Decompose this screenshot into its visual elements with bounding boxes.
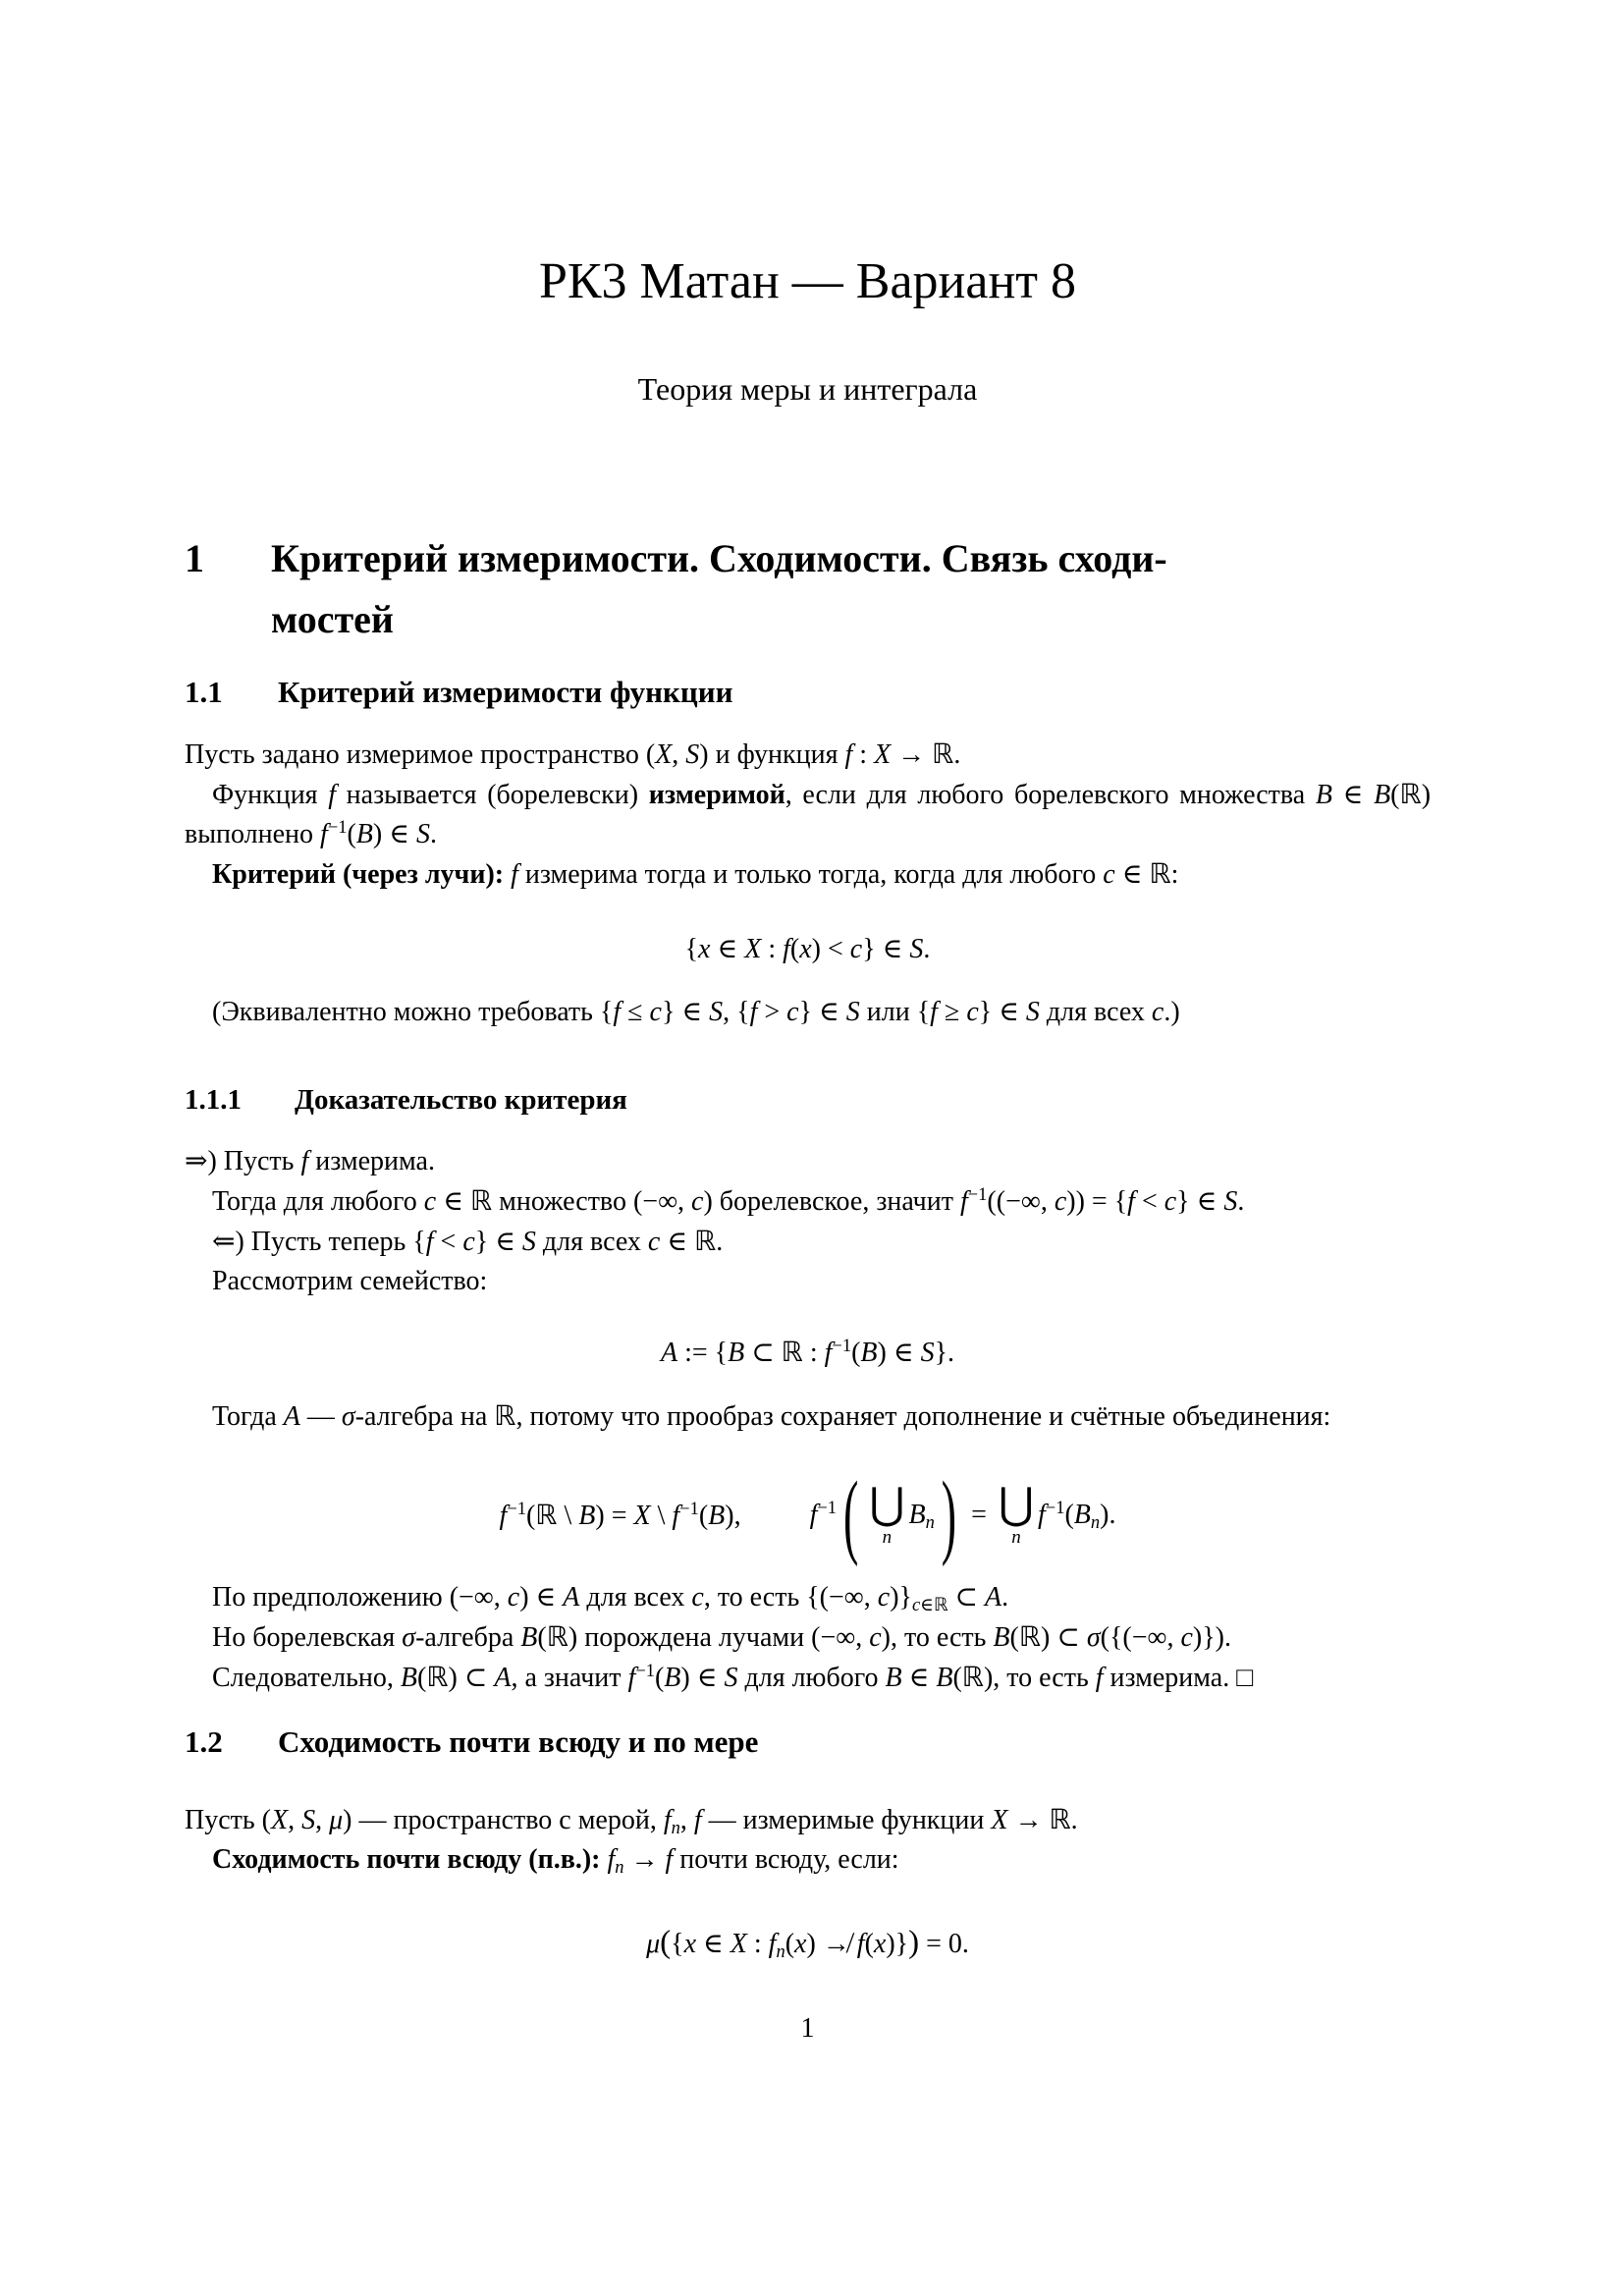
text-run: c xyxy=(649,997,662,1027)
text-run: { xyxy=(684,934,699,964)
text-run: ∈ xyxy=(1331,780,1375,810)
text-run: f xyxy=(1038,1500,1046,1530)
section-1-title xyxy=(271,528,1167,650)
text-run: } ∈ xyxy=(862,934,910,964)
text-run: ({(−∞, xyxy=(1100,1622,1181,1653)
text-run: −1 xyxy=(507,1498,526,1518)
text-run: , { xyxy=(723,997,750,1027)
text-run: )}). xyxy=(1192,1622,1231,1653)
paragraph-borel-measurable-def xyxy=(185,775,1438,854)
text-run: ≤ xyxy=(621,997,650,1027)
section-1-2-number: 1.2 xyxy=(185,1724,223,1759)
text-run: ∈ xyxy=(696,1929,730,1959)
text-run: x xyxy=(683,1929,697,1959)
text-run: X xyxy=(730,1929,747,1959)
text-run: ((−∞, xyxy=(987,1186,1055,1217)
text-run: μ xyxy=(646,1929,661,1959)
text-run: ( xyxy=(660,1925,672,1960)
text-run: c xyxy=(1163,1186,1177,1217)
union-icon: ⋃ xyxy=(998,1478,1035,1529)
text-run: c xyxy=(647,1227,661,1257)
text-run: ℝ xyxy=(469,1184,493,1217)
text-run: . xyxy=(1001,1582,1009,1613)
text-run: ( xyxy=(851,1338,861,1368)
text-run: ) ∈ xyxy=(877,1338,921,1368)
text-run: ) ∈ xyxy=(680,1663,725,1693)
text-run: } ∈ xyxy=(978,997,1026,1027)
text-run: c xyxy=(911,1595,921,1615)
text-run: ⊂ xyxy=(947,1582,985,1613)
equation-complement-part xyxy=(500,1496,741,1536)
text-run: ℝ xyxy=(781,1336,803,1368)
text-run: S xyxy=(685,739,700,770)
text-run: — измеримые функции xyxy=(701,1805,992,1835)
text-run: B xyxy=(1315,780,1332,810)
f-inverse-symbol xyxy=(810,1496,837,1535)
text-run: ℝ xyxy=(494,1399,516,1432)
text-run: ℝ xyxy=(1149,857,1171,890)
text-run: −1 xyxy=(635,1660,655,1680)
equals-sign: = xyxy=(971,1500,987,1530)
text-run: n xyxy=(776,1941,785,1962)
text-run: : xyxy=(802,1338,825,1368)
text-run: } ∈ xyxy=(661,997,710,1027)
text-run: −1 xyxy=(1045,1497,1065,1517)
text-run: μ xyxy=(329,1805,344,1835)
text-run: B xyxy=(728,1338,745,1368)
text-run: ( xyxy=(864,1929,874,1959)
text-run: )} xyxy=(890,1582,912,1613)
text-run: ⊂ xyxy=(744,1338,782,1368)
text-run: )} xyxy=(886,1929,909,1959)
text-run: множество (−∞, xyxy=(492,1186,692,1217)
text-run: A xyxy=(283,1401,300,1432)
text-run: ℝ xyxy=(1399,778,1422,810)
text-run: } ∈ xyxy=(1176,1186,1224,1217)
text-run: Но борелевская xyxy=(212,1622,403,1653)
text-run: S xyxy=(521,1227,536,1257)
paragraph-conclusion xyxy=(185,1658,1431,1698)
section-1-number: 1 xyxy=(185,536,204,580)
text-run: f xyxy=(783,934,790,964)
text-run: f xyxy=(1127,1186,1135,1217)
text-run: c xyxy=(966,997,979,1027)
text-run: ( xyxy=(347,819,356,849)
text-run: X xyxy=(655,739,673,770)
text-run: S xyxy=(920,1338,935,1368)
text-run: ℝ xyxy=(1018,1620,1042,1653)
text-run: \ xyxy=(650,1500,673,1531)
text-run: n xyxy=(925,1512,935,1533)
paragraph-assumption-rays xyxy=(185,1578,1431,1617)
text-run: x xyxy=(873,1929,887,1959)
text-run: f xyxy=(768,1929,777,1959)
text-run: ) < xyxy=(811,934,850,964)
paragraph-borel-generated xyxy=(185,1617,1431,1658)
union-term-bn xyxy=(908,1496,934,1535)
document-subtitle: Теория меры и интеграла xyxy=(637,371,978,407)
text-run: измерима. xyxy=(308,1146,435,1176)
text-run: x xyxy=(794,1929,807,1959)
paragraph-consider-family xyxy=(185,1262,1431,1301)
section-1-1-1-title: Доказательство критерия xyxy=(295,1084,627,1116)
text-run: ), то есть xyxy=(983,1663,1096,1693)
text-run: Пусть ( xyxy=(185,1805,271,1835)
text-run: . xyxy=(1070,1805,1078,1835)
text-run: S xyxy=(845,997,860,1027)
text-run: . xyxy=(923,934,931,964)
text-run: f xyxy=(665,1844,674,1875)
big-left-paren: ( xyxy=(843,1461,859,1567)
text-run: B xyxy=(885,1663,902,1693)
text-run: S xyxy=(301,1805,316,1835)
equation-ae-convergence xyxy=(185,1923,1431,1964)
text-run: f xyxy=(749,997,758,1027)
text-run: измерима. □ xyxy=(1103,1663,1254,1693)
text-run: A xyxy=(660,1338,678,1368)
text-run: ∈ xyxy=(660,1227,695,1257)
paragraph-proof-forward xyxy=(185,1142,1431,1181)
text-run: . xyxy=(1237,1186,1245,1217)
text-run: X xyxy=(991,1805,1008,1835)
union-operator-inner xyxy=(869,1478,905,1549)
text-run: := { xyxy=(677,1338,729,1368)
text-run: f xyxy=(300,1146,309,1176)
text-run: Сходимость почти всюду (п.в.): xyxy=(212,1844,608,1875)
text-run: ℝ xyxy=(535,1498,558,1531)
text-run: S xyxy=(1025,997,1040,1027)
text-run: n xyxy=(615,1857,624,1878)
text-run: ), xyxy=(725,1500,741,1531)
text-run: ( xyxy=(1390,780,1400,810)
text-run: ℝ xyxy=(694,1225,717,1257)
text-run: → xyxy=(1007,1805,1050,1835)
text-run: B xyxy=(355,819,373,849)
text-run: ( xyxy=(952,1663,962,1693)
big-right-paren: ) xyxy=(941,1461,957,1567)
section-1-1-1-number: 1.1.1 xyxy=(185,1084,242,1116)
union-preimage-tail xyxy=(1038,1496,1115,1535)
text-run: S xyxy=(415,819,430,849)
text-run: ). xyxy=(1100,1500,1116,1530)
text-run: f xyxy=(320,819,328,849)
text-run: , xyxy=(672,739,686,770)
text-run: ℝ xyxy=(426,1661,449,1693)
text-run: S xyxy=(1223,1186,1238,1217)
text-run: ) борелевское, значит xyxy=(703,1186,960,1217)
text-run: ∈ xyxy=(920,1595,934,1615)
text-run: : xyxy=(852,739,875,770)
text-run: -алгебра на xyxy=(354,1401,495,1432)
text-run: Рассмотрим семейство: xyxy=(212,1266,488,1296)
text-run: измеримой xyxy=(648,780,785,810)
text-run: f xyxy=(844,739,853,770)
equation-preimage-properties xyxy=(185,1456,1431,1574)
text-run: ∈ xyxy=(1114,859,1150,890)
text-run: f xyxy=(1095,1663,1104,1693)
text-run: ( xyxy=(417,1663,427,1693)
text-run: σ xyxy=(1086,1622,1101,1653)
text-run: ) ⊂ xyxy=(1041,1622,1087,1653)
text-run: c xyxy=(786,997,799,1027)
paragraph-measurable-space xyxy=(185,735,1431,775)
text-run: −1 xyxy=(832,1335,852,1355)
text-run: < xyxy=(433,1227,463,1257)
text-run: n xyxy=(671,1818,680,1838)
text-run: , xyxy=(315,1805,330,1835)
union-index: n xyxy=(882,1527,893,1549)
text-run: называется (борелевски) xyxy=(336,780,649,810)
text-run: x xyxy=(799,934,812,964)
union-icon: ⋃ xyxy=(869,1478,905,1529)
paragraph-ray-criterion xyxy=(185,854,1431,895)
text-run: Пусть задано измеримое пространство ( xyxy=(185,739,656,770)
text-run: B xyxy=(860,1338,878,1368)
text-run: Следовательно, xyxy=(212,1663,401,1693)
text-run: = 0. xyxy=(919,1929,969,1959)
text-run: ℝ xyxy=(546,1620,568,1653)
text-run: B xyxy=(664,1663,681,1693)
text-run: c xyxy=(877,1582,891,1613)
text-run: ) порождена лучами (−∞, xyxy=(568,1622,870,1653)
text-run: . xyxy=(716,1227,724,1257)
text-run: ℝ xyxy=(1049,1803,1071,1835)
text-run: ( xyxy=(1064,1500,1074,1530)
text-run: ), то есть xyxy=(881,1622,994,1653)
paragraph-ae-convergence xyxy=(185,1840,1431,1880)
section-1-1-title: Критерий измеримости функции xyxy=(278,675,733,709)
section-1-2-title: Сходимость почти всюду и по мере xyxy=(278,1724,759,1759)
text-run: f xyxy=(511,859,518,890)
text-run: Тогда xyxy=(212,1401,284,1432)
section-1-title-line1: Критерий измеримости. Сходимости. Связь сходи- xyxy=(271,536,1167,580)
paragraph-measure-space xyxy=(185,1800,1431,1840)
text-run: ( xyxy=(654,1663,665,1693)
text-run: > xyxy=(757,997,787,1027)
text-run: , то есть {(−∞, xyxy=(703,1582,878,1613)
text-run: f xyxy=(663,1805,672,1835)
text-run: для всех xyxy=(1039,997,1152,1027)
paragraph-proof-forward-detail xyxy=(185,1181,1431,1222)
text-run: −1 xyxy=(967,1183,988,1204)
text-run: : xyxy=(1170,859,1179,890)
text-run: ) = xyxy=(595,1500,634,1531)
text-run: почти всюду, если: xyxy=(673,1844,899,1875)
text-run: → xyxy=(623,1844,666,1875)
paragraph-equivalent-forms xyxy=(185,993,1431,1032)
text-run: , а значит xyxy=(511,1663,628,1693)
document-title: РК3 Матан — Вариант 8 xyxy=(538,253,1077,309)
text-run: : xyxy=(746,1929,769,1959)
text-run: } ∈ xyxy=(474,1227,522,1257)
text-run: f xyxy=(425,1227,434,1257)
text-run: A xyxy=(563,1582,580,1613)
text-run: ( xyxy=(537,1622,547,1653)
text-run: c xyxy=(462,1227,475,1257)
text-run: ⇐) Пусть теперь { xyxy=(212,1227,426,1257)
text-run: } ∈ xyxy=(798,997,846,1027)
equation-family-definition xyxy=(185,1333,1431,1373)
text-run: c xyxy=(869,1622,882,1653)
text-run: Критерий (через лучи): xyxy=(212,859,512,890)
text-run: X xyxy=(633,1500,651,1531)
text-run: c xyxy=(423,1186,437,1217)
text-run: X xyxy=(744,934,762,964)
text-run: c xyxy=(691,1186,704,1217)
text-run: )) = { xyxy=(1066,1186,1128,1217)
text-run: ≥ xyxy=(937,997,967,1027)
text-run: ) xyxy=(908,1925,920,1960)
text-run: B xyxy=(578,1500,596,1531)
text-run: ) — пространство с мерой, xyxy=(343,1805,664,1835)
text-run: ( xyxy=(784,1929,795,1959)
text-run: ∈ xyxy=(901,1663,937,1693)
text-run: B xyxy=(1073,1500,1091,1530)
page-number: 1 xyxy=(800,2013,815,2044)
text-run: — xyxy=(299,1401,342,1432)
text-run: f xyxy=(693,1805,702,1835)
text-run: Тогда для любого xyxy=(212,1186,424,1217)
text-run: f xyxy=(499,1500,508,1531)
text-run: X xyxy=(270,1805,289,1835)
text-run: −1 xyxy=(817,1497,838,1517)
text-run: −1 xyxy=(327,816,348,837)
text-run: S xyxy=(909,934,924,964)
text-run: \ xyxy=(557,1500,579,1531)
text-run: ⇒) Пусть xyxy=(185,1146,301,1176)
text-run: c xyxy=(1054,1186,1067,1217)
text-run: → xyxy=(891,739,933,770)
text-run: . xyxy=(953,739,961,770)
text-run: ) ∈ xyxy=(519,1582,564,1613)
text-run: , xyxy=(679,1805,694,1835)
section-1-1-heading xyxy=(185,674,1431,711)
text-run: B xyxy=(936,1663,953,1693)
equation-sublevel-set xyxy=(185,930,1431,969)
text-run: ( xyxy=(789,934,800,964)
text-run: c xyxy=(1103,859,1115,890)
text-run: c xyxy=(507,1582,520,1613)
text-run: B xyxy=(993,1622,1010,1653)
union-operator-outer xyxy=(998,1478,1035,1549)
text-run: B xyxy=(908,1500,926,1530)
section-1-heading xyxy=(185,528,1431,650)
text-run: Функция xyxy=(212,780,329,810)
text-run: f xyxy=(328,780,337,810)
text-run: A xyxy=(494,1663,512,1693)
text-run: B xyxy=(520,1622,538,1653)
text-run: ℝ xyxy=(932,738,954,770)
text-run: .) xyxy=(1163,997,1180,1027)
text-run: -алгебра xyxy=(415,1622,521,1653)
text-run: x xyxy=(698,934,711,964)
text-run: }. xyxy=(934,1338,955,1368)
section-1-1-number: 1.1 xyxy=(185,675,223,709)
text-run: S xyxy=(724,1663,738,1693)
text-run: . xyxy=(429,819,437,849)
text-run: X xyxy=(874,739,892,770)
text-run: c xyxy=(691,1582,704,1613)
paragraph-proof-backward xyxy=(185,1222,1431,1262)
text-run: ( xyxy=(1009,1622,1019,1653)
text-run: ∈ xyxy=(436,1186,470,1217)
text-run: ) и функция xyxy=(699,739,845,770)
text-run: B xyxy=(400,1663,418,1693)
paragraph-sigma-algebra xyxy=(185,1396,1431,1437)
section-1-title-line2: мостей xyxy=(271,597,394,641)
text-run: ) ⊂ xyxy=(448,1663,495,1693)
text-run: f xyxy=(672,1500,680,1531)
text-run: , xyxy=(288,1805,302,1835)
text-run: { xyxy=(671,1929,684,1959)
text-run: σ xyxy=(402,1622,416,1653)
text-run: , если для любого борелевского множества xyxy=(784,780,1316,810)
text-run: для всех xyxy=(535,1227,648,1257)
text-run: B xyxy=(708,1500,726,1531)
text-run: f xyxy=(607,1844,616,1875)
text-run: ∈ xyxy=(710,934,745,964)
union-index: n xyxy=(1011,1527,1021,1549)
text-run: (Эквивалентно можно требовать { xyxy=(212,997,614,1027)
text-run: A xyxy=(984,1582,1002,1613)
text-run: для всех xyxy=(579,1582,692,1613)
text-run: c xyxy=(1151,997,1164,1027)
text-run: −1 xyxy=(679,1498,699,1518)
text-run: f xyxy=(959,1186,968,1217)
text-run: c xyxy=(849,934,863,964)
text-run: , потому что прообраз сохраняет дополнение и счётные объединения: xyxy=(515,1401,1331,1432)
section-1-1-1-heading xyxy=(185,1083,1431,1117)
text-run: f xyxy=(824,1338,833,1368)
text-run: f xyxy=(627,1663,636,1693)
text-run: ( xyxy=(525,1500,536,1531)
text-run: f xyxy=(809,1500,818,1530)
text-run: B xyxy=(1374,780,1391,810)
text-run: S xyxy=(709,997,724,1027)
text-run: < xyxy=(1134,1186,1164,1217)
text-run: ℝ xyxy=(961,1661,984,1693)
text-run: c xyxy=(1180,1622,1193,1653)
text-run: : xyxy=(761,934,784,964)
text-run: ℝ xyxy=(933,1595,948,1616)
text-run: для любого xyxy=(737,1663,886,1693)
text-run: ) ↛ xyxy=(806,1929,857,1959)
text-run: n xyxy=(1090,1512,1101,1533)
text-run: или { xyxy=(859,997,931,1027)
text-run: f xyxy=(930,997,938,1027)
text-run: измерима тогда и только тогда, когда для любого xyxy=(517,859,1104,890)
text-run: ) выполнено xyxy=(185,780,1438,849)
text-run: По предположению (−∞, xyxy=(212,1582,508,1613)
text-run: σ xyxy=(341,1401,355,1432)
text-run: f xyxy=(613,997,622,1027)
text-run: f xyxy=(856,1929,865,1959)
text-run: ) ∈ xyxy=(372,819,416,849)
section-1-2-heading xyxy=(185,1723,1431,1761)
text-run: ( xyxy=(698,1500,709,1531)
